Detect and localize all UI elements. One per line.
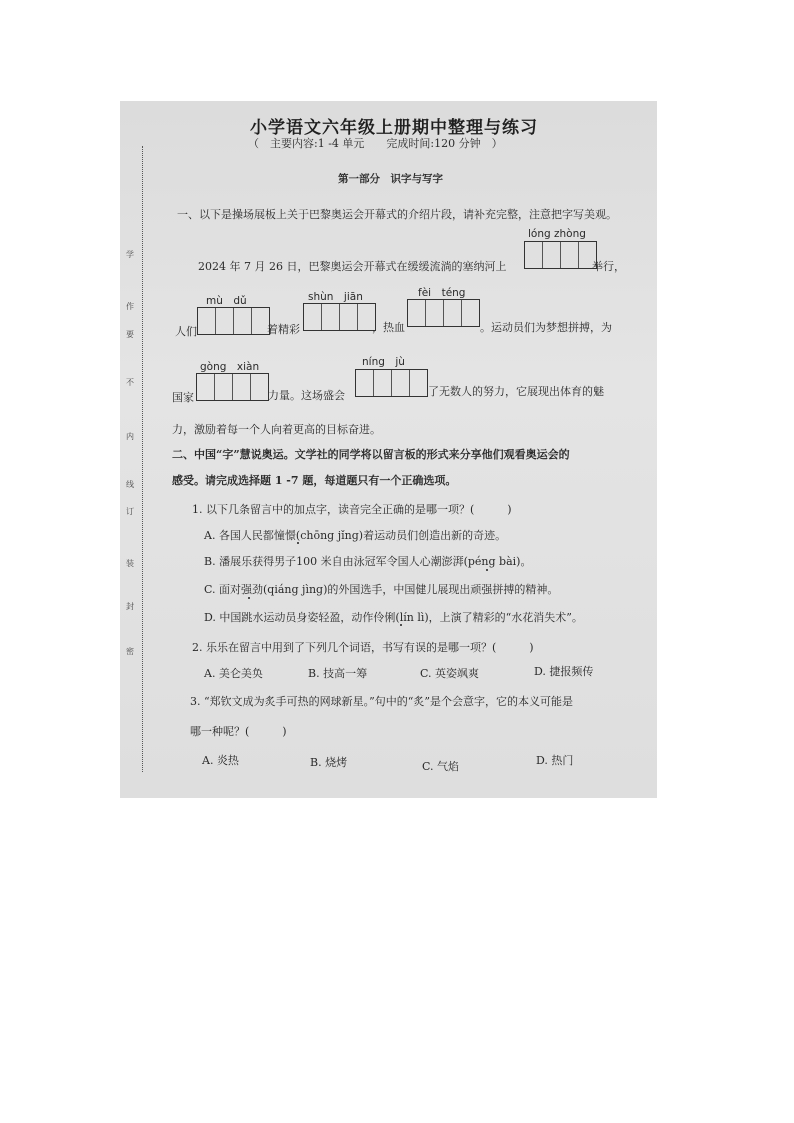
q1-stem: 1. 以下几条留言中的加点字，读音完全正确的是哪一项？( ) [192,503,512,516]
part-heading: 第一部分 识字与写字 [338,173,443,185]
q3-stem-2: 哪一种呢？( ) [190,725,287,738]
pinyin-long-zhong: lóng zhòng [528,228,586,240]
q3-option-c[interactable]: C. 气焰 [422,760,460,773]
margin-label: 作 [126,302,134,311]
page-subtitle: （ 主要内容:1 -4 单元 完成时间:120 分钟 ） [248,137,503,150]
q3-option-d[interactable]: D. 热门 [536,754,574,767]
pinyin-gong-xian: gòng xiàn [200,361,260,373]
pinyin-mu-du: mù dǔ [206,295,247,307]
emphasis-dot [297,542,299,544]
margin-label: 密 [126,647,134,656]
q1-option-c[interactable]: C. 面对强劲(qiáng jìng)的外国选手，中国健儿展现出顽强拼搏的精神。 [204,583,559,596]
char-grid-fei-teng[interactable] [407,299,480,327]
section1-instruction: 一、以下是操场展板上关于巴黎奥运会开幕式的介绍片段，请补充完整，注意把字写美观。 [177,208,617,221]
passage-line4: 力，激励着每一个人向着更高的目标奋进。 [172,423,381,436]
q2-option-c[interactable]: C. 英姿飒爽 [420,667,480,680]
q3-option-b[interactable]: B. 烧烤 [310,756,348,769]
margin-label: 不 [126,378,134,387]
passage-line1: 2024 年 7 月 26 日，巴黎奥运会开幕式在缓缓流淌的塞纳河上 [198,260,507,273]
passage-line2-c: ，热血 [372,321,405,334]
margin-label: 学 [126,250,134,259]
passage-line3-c: 了无数人的努力，它展现出体育的魅 [428,385,604,398]
margin-label: 线 [126,480,134,489]
passage-line2-a: 人们 [175,325,197,338]
margin-label: 装 [126,559,134,568]
char-grid-ning-ju[interactable] [355,369,428,397]
pinyin-shun-jian: shùn jiān [308,291,363,303]
q1-option-b[interactable]: B. 潘展乐获得男子100 米自由泳冠军令国人心潮澎湃(péng bài)。 [204,555,532,568]
pinyin-ning-ju: níng jù [362,356,405,368]
exam-photo [120,101,657,798]
section2-instruction: 二、中国“字”慧说奥运。文学社的同学将以留言板的形式来分享他们观看奥运会的 [172,448,570,461]
passage-line1-end: 举行， [592,260,625,273]
q3-option-a[interactable]: A. 炎热 [202,754,239,767]
char-grid-long-zhong[interactable] [524,241,597,269]
passage-line3-b: 力量。这场盛会 [268,389,345,402]
page-title: 小学语文六年级上册期中整理与练习 [250,118,538,138]
margin-label: 封 [126,602,134,611]
q2-option-a[interactable]: A. 美仑美奂 [204,667,263,680]
q1-option-d[interactable]: D. 中国跳水运动员身姿轻盈，动作伶俐(lín lì)，上演了精彩的“水花消失术”。 [204,611,583,624]
q2-option-d[interactable]: D. 捷报频传 [534,665,594,678]
q2-option-b[interactable]: B. 技高一筹 [308,667,368,680]
char-grid-shun-jian[interactable] [303,303,376,331]
margin-label: 订 [126,507,134,516]
binding-line [142,146,143,772]
margin-label: 内 [126,432,134,441]
emphasis-dot [400,624,402,626]
pinyin-fei-teng: fèi téng [418,287,466,299]
passage-line2-d: 。运动员们为梦想拼搏，为 [480,321,612,334]
char-grid-gong-xian[interactable] [196,373,269,401]
char-grid-mu-du[interactable] [197,307,270,335]
q1-option-a[interactable]: A. 各国人民都憧憬(chōng jǐng)着运动员们创造出新的奇迹。 [204,529,507,542]
emphasis-dot [486,569,488,571]
passage-line3-a: 国家 [172,391,194,404]
passage-line2-b: 着精彩 [267,323,300,336]
section2-instruction-2: 感受。请完成选择题 1 -7 题，每道题只有一个正确选项。 [172,474,457,487]
margin-label: 要 [126,330,134,339]
q2-stem: 2. 乐乐在留言中用到了下列几个词语，书写有误的是哪一项？( ) [192,641,534,654]
q3-stem: 3. “郑钦文成为炙手可热的网球新星。”句中的“炙”是个会意字，它的本义可能是 [190,695,573,708]
emphasis-dot [248,597,250,599]
